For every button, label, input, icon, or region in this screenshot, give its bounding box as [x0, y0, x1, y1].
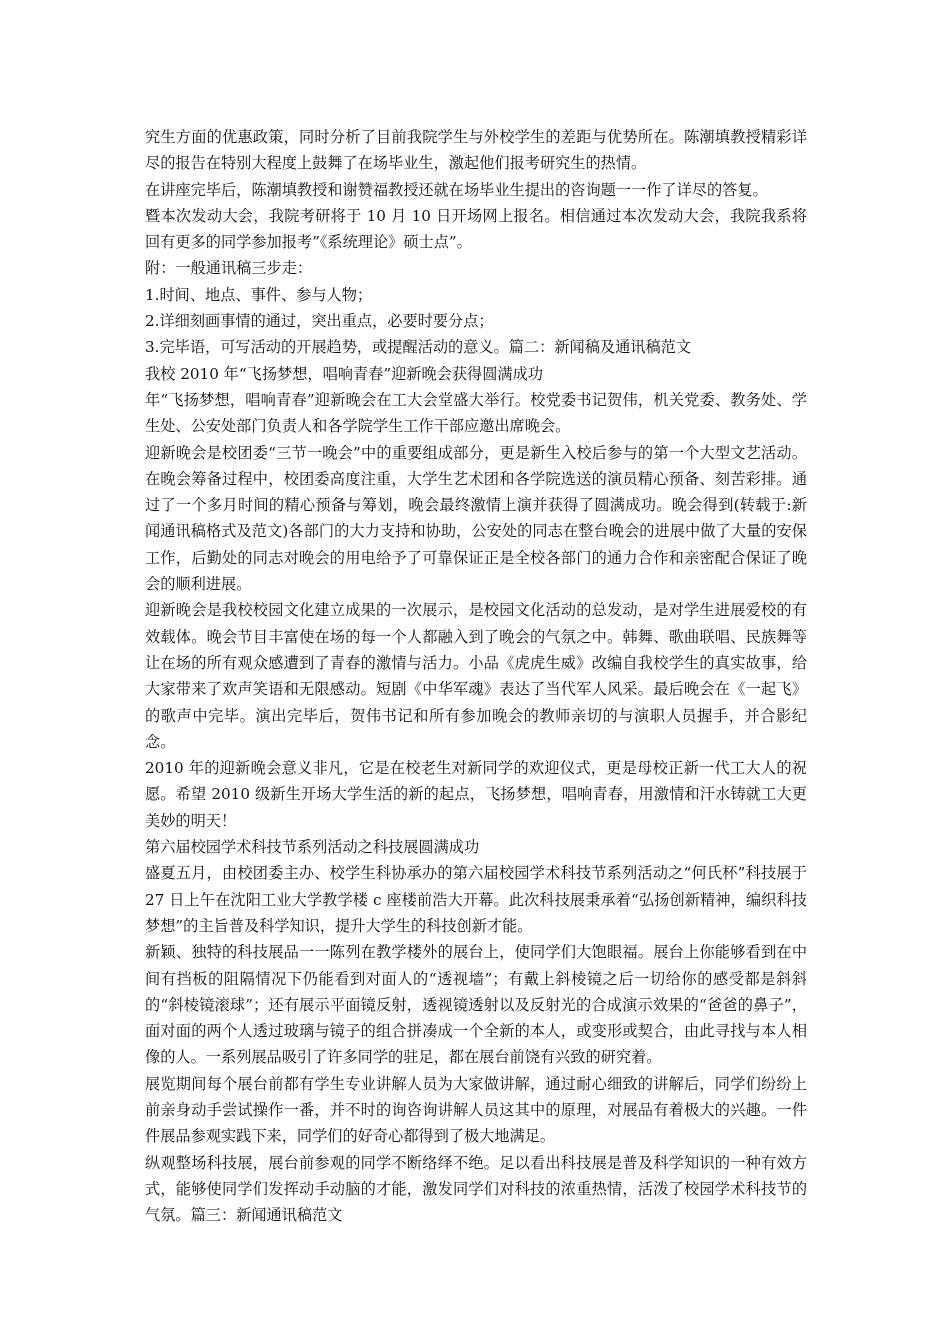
paragraph: 在讲座完毕后，陈潮填教授和谢赞福教授还就在场毕业生提出的咨询题一一作了详尽的答复。	[145, 180, 768, 199]
paragraph: 展览期间每个展台前都有学生专业讲解人员为大家做讲解，通过耐心细致的讲解后，同学们纷纷上前亲身动手尝试操作一番，并不时的询咨询讲解人员这其中的原理，对展品有着极大的兴趣。一件件展品参观实践下来，同学们的好奇心都得到了极大地满足。	[145, 1074, 807, 1146]
document-body	[145, 124, 807, 1228]
paragraph: 迎新晚会是校团委“三节一晚会”中的重要组成部分，更是新生入校后参与的第一个大型文艺活动。在晚会筹备过程中，校团委高度注重，大学生艺术团和各学院选送的演员精心预备、刻苦彩排。通过了一个多月时间的精心预备与筹划，晚会最终激情上演并获得了圆满成功。晚会得到(转载于:新闻通讯稿格式及范文)各部门的大力支持和协助，公安处的同志在整台晚会的进展中做了大量的安保工作，后勤处的同志对晚会的用电给予了可靠保证正是全校各部门的通力合作和亲密配合保证了晚会的顺利进展。	[145, 443, 807, 594]
paragraph: 盛夏五月，由校团委主办、校学生科协承办的第六届校园学术科技节系列活动之“何氏杯”科技展于 27 日上午在沈阳工业大学教学楼 c 座楼前浩大开幕。此次科技展秉承着“弘扬创新精神，编织科技梦想”的主旨普及科学知识，提升大学生的科技创新才能。	[145, 864, 807, 935]
paragraph: 2010 年的迎新晚会意义非凡，它是在校老生对新同学的欢迎仪式，更是母校正新一代工大人的祝愿。希望 2010 级新生开场大学生活的新的起点，飞扬梦想，唱响青春，用激情和汗水铸就工大更美妙的明天！	[145, 759, 807, 830]
paragraph: 年“飞扬梦想，唱响青春”迎新晚会在工大会堂盛大举行。校党委书记贺伟，机关党委、教务处、学生处、公安处部门负责人和各学院学生工作干部应邀出席晚会。	[145, 390, 807, 436]
paragraph: 纵观整场科技展，展台前参观的同学不断络绎不绝。足以看出科技展是普及科学知识的一种有效方式，能够使同学们发挥动手动脑的才能，激发同学们对科技的浓重热情，活泼了校园学术科技节的气氛。篇三：新闻通讯稿范文	[145, 1153, 807, 1225]
paragraph: 究生方面的优惠政策，同时分析了目前我院学生与外校学生的差距与优势所在。陈潮填教授精彩详尽的报告在特别大程度上鼓舞了在场毕业生，激起他们报考研究生的热情。	[145, 128, 807, 173]
paragraph: 暨本次发动大会，我院考研将于 10 月 10 日开场网上报名。相信通过本次发动大会，我院我系将回有更多的同学参加报考”《系统理论》硕士点”。	[145, 206, 807, 252]
paragraph: 2.详细刻画事情的通过，突出重点，必要时要分点；	[145, 312, 494, 331]
paragraph: 3.完毕语，可写活动的开展趋势，或提醒活动的意义。篇二：新闻稿及通讯稿范文	[145, 338, 692, 357]
paragraph: 迎新晚会是我校校园文化建立成果的一次展示，是校园文化活动的总发动，是对学生进展爱校的有效载体。晚会节目丰富使在场的每一个人都融入到了晚会的气氛之中。韩舞、歌曲联唱、民族舞等让在场的所有观众感遭到了青春的激情与活力。小品《虎虎生威》改编自我校学生的真实故事，给大家带来了欢声笑语和无限感动。短剧《中华军魂》表达了当代军人风采。最后晚会在《一起飞》的歌声中完毕。演出完毕后，贺伟书记和所有参加晚会的教师亲切的与演职人员握手，并合影纪念。	[145, 601, 807, 751]
section-heading: 第六届校园学术科技节系列活动之科技展圆满成功	[145, 838, 480, 857]
paragraph: 1.时间、地点、事件、参与人物；	[145, 285, 373, 304]
paragraph: 附：一般通讯稿三步走：	[145, 259, 313, 278]
section-heading: 我校 2010 年“飞扬梦想，唱响青春”迎新晚会获得圆满成功	[145, 364, 543, 383]
paragraph: 新颖、独特的科技展品一一陈列在教学楼外的展台上，使同学们大饱眼福。展台上你能够看到在中间有挡板的阻隔情况下仍能看到对面人的“透视墙”；有戴上斜棱镜之后一切给你的感受都是斜斜的“斜棱镜滚球”；还有展示平面镜反射，透视镜透射以及反射光的合成演示效果的“爸爸的鼻子”，面对面的两个人透过玻璃与镜子的组合拼凑成一个全新的本人，或变形或契合，由此寻找与本人相像的人。一系列展品吸引了许多同学的驻足，都在展台前饶有兴致的研究着。	[145, 943, 807, 1067]
